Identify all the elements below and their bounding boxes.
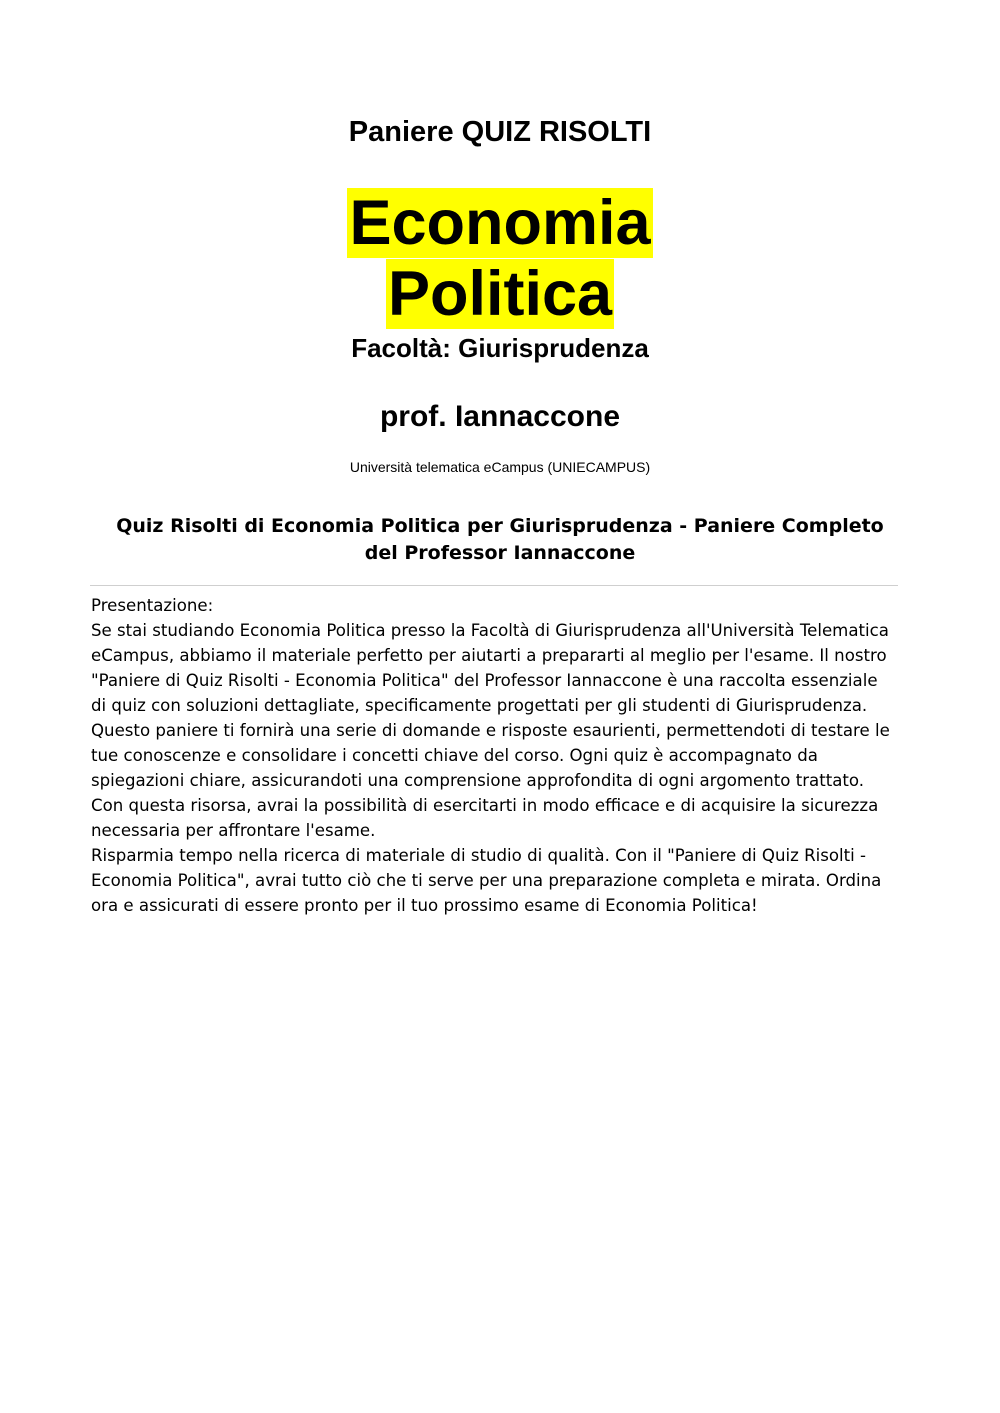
- paragraph-1: Se stai studiando Economia Politica presso la Facoltà di Giurisprudenza all'Università Telematica eCampus, abbiamo il materiale perfetto per aiutarti a prepararti al meglio per l'esame. Il nostro "Paniere di Quiz Risolti - Economia Politica" del Professor Iannaccone è una raccolta essenziale di quiz con soluzioni dettagliate, specificamente progettati per gli studenti di Giurisprudenza.: [91, 621, 889, 715]
- main-title-line-2: [0, 259, 1000, 329]
- professor-name: prof. Iannaccone: [379, 400, 621, 433]
- faculty-label: Facoltà: Giurisprudenza: [351, 333, 649, 363]
- section-heading: Quiz Risolti di Economia Politica per Giurisprudenza - Paniere Completo del Professor Iannaccone: [116, 515, 884, 564]
- pretitle: Paniere QUIZ RISOLTI: [348, 116, 652, 148]
- paragraph-3: Risparmia tempo nella ricerca di materiale di studio di qualità. Con il "Paniere di Quiz Risolti - Economia Politica", avrai tutto ciò che ti serve per una preparazione completa e mirata. Ordina ora e assicurati di essere pronto per il tuo prossimo esame di Economia Politica!: [91, 846, 882, 915]
- presentation-label: Presentazione:: [91, 596, 214, 615]
- main-title-highlight-2: Politica: [387, 259, 613, 329]
- paragraph-2: Questo paniere ti fornirà una serie di domande e risposte esaurienti, permettendoti di testare le tue conoscenze e consolidare i concetti chiave del corso. Ogni quiz è accompagnato da spiegazioni chiare, assicurandoti una comprensione approfondita di ogni argomento trattato. Con questa risorsa, avrai la possibilità di esercitarti in modo efficace e di acquisire la sicurezza necessaria per affrontare l'esame.: [91, 721, 890, 840]
- divider: [90, 585, 898, 586]
- main-title-line-1: [0, 188, 1000, 258]
- presentation-body: [91, 593, 897, 918]
- main-title-highlight-1: Economia: [349, 188, 651, 258]
- university-name: Università telematica eCampus (UNIECAMPUS): [349, 459, 651, 475]
